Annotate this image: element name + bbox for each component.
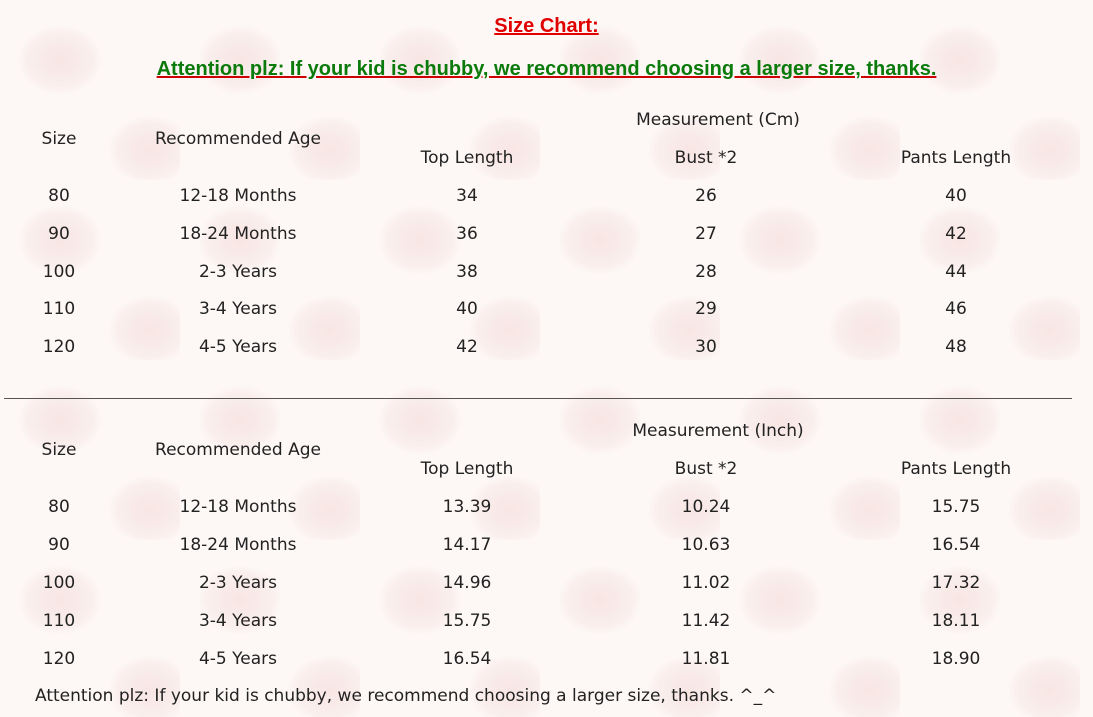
size-cell: 100 — [42, 573, 76, 593]
size-cell: 110 — [42, 299, 76, 319]
age-cell: 2-3 Years — [198, 573, 278, 593]
measurement-header: Measurement (Cm) — [636, 110, 800, 130]
size-header: Size — [41, 129, 77, 149]
size-cell: 120 — [42, 649, 76, 669]
bust-header: Bust *2 — [674, 459, 738, 479]
pants-length-cell: 17.32 — [931, 573, 981, 593]
pants-length-cell: 44 — [945, 262, 967, 282]
pants-length-cell: 18.90 — [931, 649, 981, 669]
size-cell: 90 — [48, 535, 70, 555]
pants-length-cell: 16.54 — [931, 535, 981, 555]
top-length-cell: 40 — [456, 299, 478, 319]
size-cell: 110 — [42, 611, 76, 631]
size-cell: 120 — [42, 337, 76, 357]
age-cell: 3-4 Years — [198, 611, 278, 631]
top-length-cell: 16.54 — [442, 649, 492, 669]
page-title: Size Chart: — [494, 15, 599, 37]
bust-cell: 10.24 — [681, 497, 731, 517]
age-cell: 12-18 Months — [179, 186, 297, 206]
pants-length-cell: 18.11 — [931, 611, 981, 631]
top-length-cell: 14.96 — [442, 573, 492, 593]
section-divider — [4, 398, 1072, 399]
size-cell: 80 — [48, 186, 70, 206]
top-length-header: Top Length — [420, 459, 514, 479]
pants-length-cell: 42 — [945, 224, 967, 244]
bust-cell: 29 — [695, 299, 717, 319]
top-length-cell: 38 — [456, 262, 478, 282]
size-header: Size — [41, 440, 77, 460]
top-length-cell: 13.39 — [442, 497, 492, 517]
age-header: Recommended Age — [155, 129, 321, 149]
measurement-header: Measurement (Inch) — [632, 421, 804, 441]
age-cell: 4-5 Years — [198, 649, 278, 669]
bust-cell: 11.81 — [681, 649, 731, 669]
bust-cell: 30 — [695, 337, 717, 357]
pants-length-header: Pants Length — [900, 148, 1012, 168]
top-length-cell: 14.17 — [442, 535, 492, 555]
bust-cell: 10.63 — [681, 535, 731, 555]
pants-length-cell: 48 — [945, 337, 967, 357]
pants-length-cell: 46 — [945, 299, 967, 319]
bust-cell: 11.02 — [681, 573, 731, 593]
age-cell: 2-3 Years — [198, 262, 278, 282]
size-cell: 80 — [48, 497, 70, 517]
attention-banner: Attention plz: If your kid is chubby, we recommend choosing a larger size, thanks. — [156, 58, 937, 80]
top-length-cell: 36 — [456, 224, 478, 244]
pants-length-cell: 40 — [945, 186, 967, 206]
bust-cell: 11.42 — [681, 611, 731, 631]
top-length-cell: 34 — [456, 186, 478, 206]
age-header: Recommended Age — [155, 440, 321, 460]
size-cell: 100 — [42, 262, 76, 282]
top-length-cell: 42 — [456, 337, 478, 357]
footer-note: Attention plz: If your kid is chubby, we recommend choosing a larger size, thanks. ^_^ — [35, 686, 777, 706]
bust-header: Bust *2 — [674, 148, 738, 168]
age-cell: 3-4 Years — [198, 299, 278, 319]
bust-cell: 26 — [695, 186, 717, 206]
age-cell: 4-5 Years — [198, 337, 278, 357]
age-cell: 12-18 Months — [179, 497, 297, 517]
pants-length-cell: 15.75 — [931, 497, 981, 517]
bust-cell: 28 — [695, 262, 717, 282]
pants-length-header: Pants Length — [900, 459, 1012, 479]
size-cell: 90 — [48, 224, 70, 244]
age-cell: 18-24 Months — [179, 535, 297, 555]
age-cell: 18-24 Months — [179, 224, 297, 244]
top-length-header: Top Length — [420, 148, 514, 168]
bust-cell: 27 — [695, 224, 717, 244]
top-length-cell: 15.75 — [442, 611, 492, 631]
